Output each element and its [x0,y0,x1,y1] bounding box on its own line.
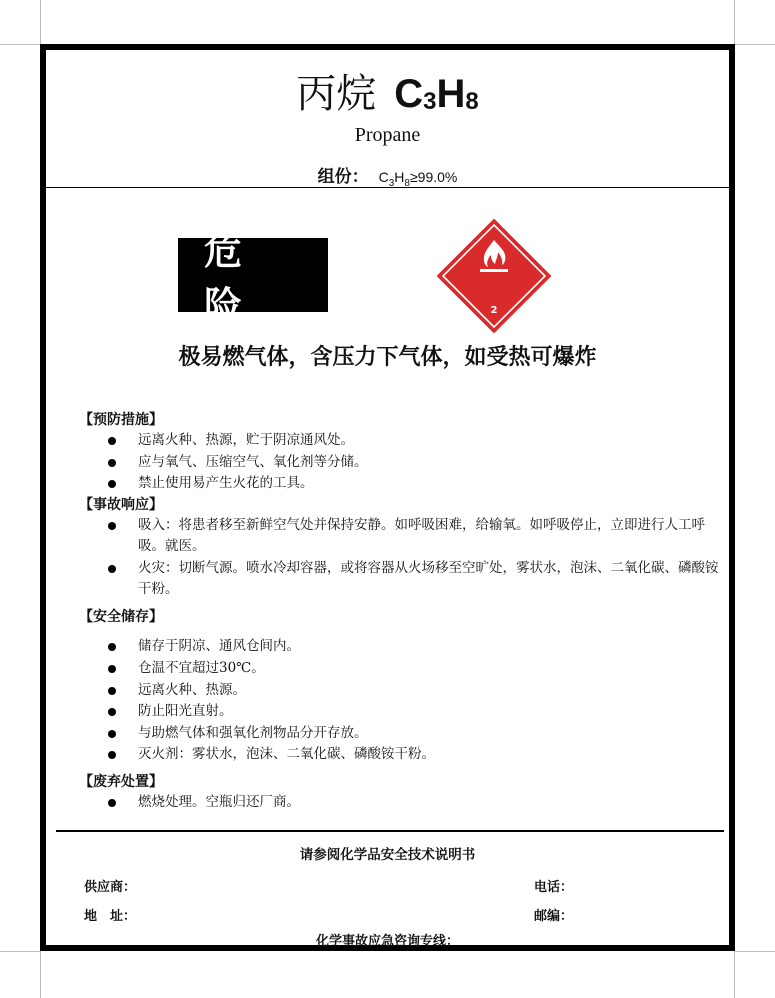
hazard-statement: 极易燃气体，含压力下气体，如受热可爆炸 [178,345,597,370]
postcode-label: 邮编： [534,909,574,924]
guide-line-top-left-h [0,44,40,45]
guide-line-bottom-left-h [0,951,40,952]
bullet-icon [108,665,116,673]
bullet-icon [108,687,116,695]
bullet-icon [108,708,116,716]
composition-value: $C_3H_8\ge 99.0\%$ [378,169,458,189]
list-item: 防止阳光直射。 [108,701,728,722]
title-block [46,50,729,188]
phone-label: 电话： [534,880,574,895]
bullet-icon [108,522,116,530]
sds-reference: 请参阅化学品安全技术说明书 [299,847,476,863]
guide-line-top-right-v [734,0,735,44]
supplier-label: 供应商： [84,880,137,895]
flammable-gas-pictogram [436,218,552,334]
list-item: 与助燃气体和强氧化剂物品分开存放。 [108,723,728,744]
signal-word-danger: 危险 [178,238,328,312]
list-item: 灭火剂：雾状水，泡沫、二氧化碳、磷酸铵干粉。 [108,744,728,765]
section-title-storage: 【安全储存】 [79,609,163,625]
list-item: 储存于阴凉、通风仓间内。 [108,636,728,657]
list-item: 应与氧气、压缩空气、氧化剂等分储。 [108,452,728,473]
section-title-response: 【事故响应】 [79,497,163,513]
list-item: 禁止使用易产生火花的工具。 [108,473,728,494]
bullet-icon [108,565,116,573]
class-number: 2 [490,305,498,316]
product-name-cn: 丙烷 [296,71,377,117]
composition [46,162,729,189]
guide-line-top-right-h [735,44,775,45]
guide-line-top-left-v [40,0,41,44]
list-item: 远离火种、热源。 [108,680,728,701]
list-item: 火灾：切断气源。喷水冷却容器，或将容器从火场移至空旷处，雾状水，泡沫、二氧化碳、磷酸铵干粉。 [108,558,728,600]
label-frame [40,44,735,951]
list-item: 仓温不宜超过30℃。 [108,658,728,679]
guide-line-bottom-left-v [40,951,41,998]
section-title-disposal: 【废弃处置】 [79,774,163,790]
bullet-icon [108,730,116,738]
product-title [46,70,729,126]
bullet-icon [108,751,116,759]
list-item: 吸入：将患者移至新鲜空气处并保持安静。如呼吸困难，给输氧。如呼吸停止，立即进行人工呼吸。就医。 [108,515,728,557]
address-label: 地 址： [84,909,137,924]
chemical-formula: $C_3H_8$ [394,72,479,116]
guide-line-bottom-right-h [735,951,775,952]
footer-divider [56,830,724,832]
composition-label: 组份： [317,167,369,187]
list-item: 燃烧处理。空瓶归还厂商。 [108,792,728,813]
bullet-icon [108,799,116,807]
list-item: 远离火种、热源，贮于阴凉通风处。 [108,430,728,451]
guide-line-bottom-right-v [734,951,735,998]
bullet-icon [108,437,116,445]
bullet-icon [108,643,116,651]
bullet-icon [108,480,116,488]
product-name-en: Propane [354,124,421,146]
bullet-icon [108,459,116,467]
section-title-prevention: 【预防措施】 [79,412,163,428]
emergency-hotline-label: 化学事故应急咨询专线： [315,934,459,949]
